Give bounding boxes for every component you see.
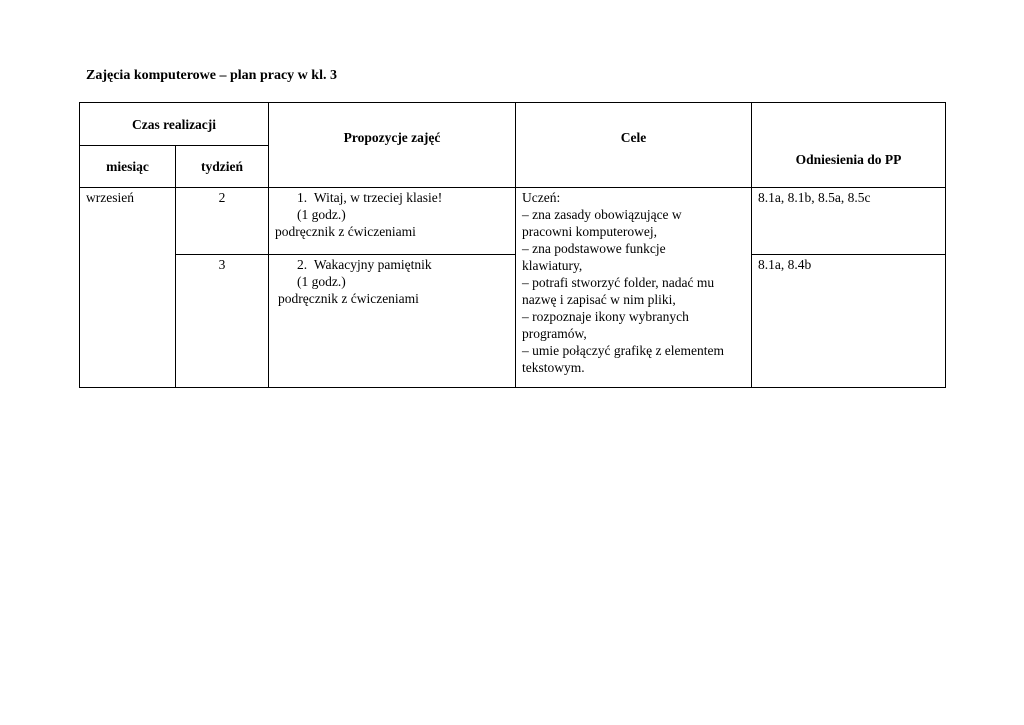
- goal-line: nazwę i zapisać w nim pliki,: [522, 292, 676, 307]
- lesson-title-line: [275, 189, 515, 206]
- goal-line: – umie połączyć grafikę z elementem: [522, 343, 725, 358]
- goal-line: – zna zasady obowiązujące w: [522, 207, 682, 222]
- goals-cell: [516, 188, 752, 388]
- goal-line: pracowni komputerowej,: [522, 224, 657, 239]
- header-week: tydzień: [176, 146, 269, 188]
- goal-line: – rozpoznaje ikony wybranych: [522, 309, 689, 324]
- goal-line: klawiatury,: [522, 258, 583, 273]
- lesson-title-line: [275, 256, 515, 273]
- lesson-number: 2.: [297, 257, 308, 272]
- lesson-hours: (1 godz.): [297, 274, 346, 289]
- lesson-cell: [269, 255, 516, 388]
- lesson-plan-table: [79, 102, 946, 388]
- references-cell: 8.1a, 8.1b, 8.5a, 8.5c: [752, 188, 946, 255]
- header-row-1: [80, 103, 946, 146]
- header-references: Odniesienia do PP: [752, 103, 946, 188]
- lesson-number: 1.: [297, 190, 308, 205]
- goal-line: programów,: [522, 326, 587, 341]
- lesson-cell: [269, 188, 516, 255]
- table-row: [80, 188, 946, 255]
- header-time-group: Czas realizacji: [80, 103, 269, 146]
- lesson-material: podręcznik z ćwiczeniami: [275, 224, 416, 239]
- lesson-title: Wakacyjny pamiętnik: [313, 257, 432, 272]
- goal-line: tekstowym.: [522, 360, 585, 375]
- header-goals: Cele: [516, 103, 752, 188]
- references-cell: 8.1a, 8.4b: [752, 255, 946, 388]
- goal-line: – zna podstawowe funkcje: [522, 241, 666, 256]
- week-cell: 3: [176, 255, 269, 388]
- lesson-title: Witaj, w trzeciej klasie!: [313, 190, 443, 205]
- week-cell: 2: [176, 188, 269, 255]
- goal-line: Uczeń:: [522, 190, 561, 205]
- goal-line: – potrafi stworzyć folder, nadać mu: [522, 275, 715, 290]
- month-cell: wrzesień: [80, 188, 176, 388]
- table-row: [80, 255, 946, 388]
- lesson-hours: (1 godz.): [297, 207, 346, 222]
- document-title: Zajęcia komputerowe – plan pracy w kl. 3: [86, 68, 337, 83]
- lesson-material: podręcznik z ćwiczeniami: [278, 291, 419, 306]
- header-proposals: Propozycje zajęć: [269, 103, 516, 188]
- header-month: miesiąc: [80, 146, 176, 188]
